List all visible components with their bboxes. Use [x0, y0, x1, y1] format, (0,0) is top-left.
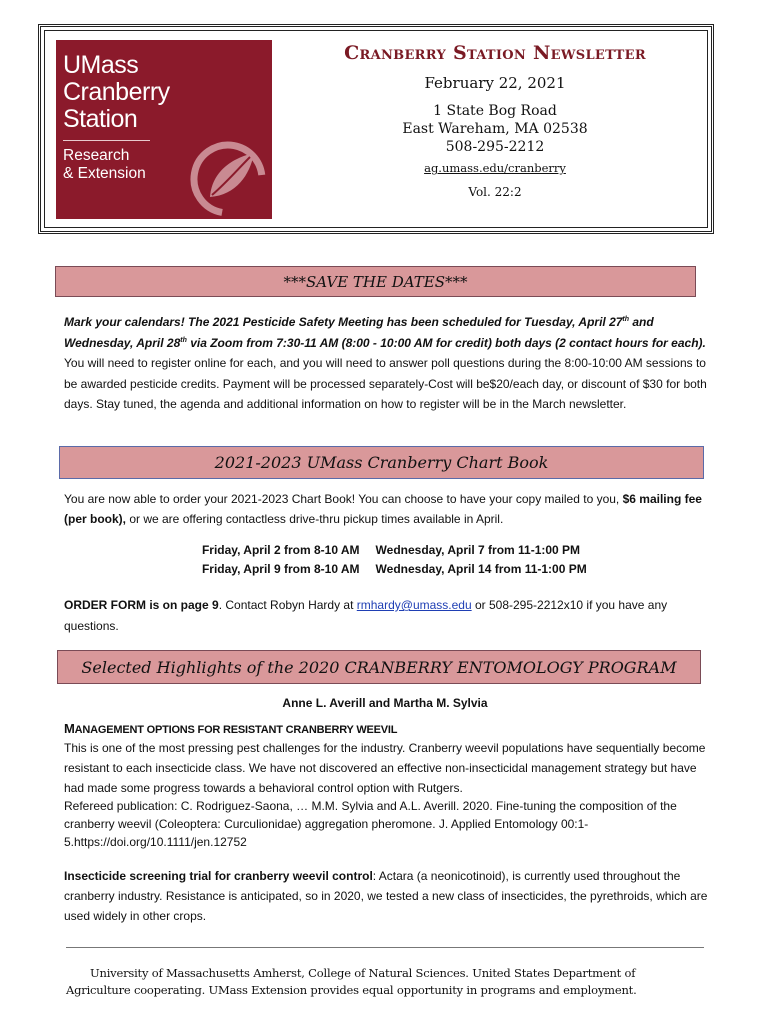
pickup-row: [150, 560, 630, 579]
newsletter-masthead: [300, 40, 690, 199]
meeting-announcement-3: via Zoom from 7:30-11 AM (8:00 - 10:00 AM for credit) both days (2 contact hours for each).: [186, 335, 706, 350]
volume-number: Vol. 22:2: [468, 185, 522, 199]
contact-text-2: or 508-295-2212x10 if you have any questions.: [64, 598, 668, 633]
cranberry-leaf-icon: [188, 139, 268, 219]
ordinal-suffix-1: th: [622, 316, 630, 323]
logo-line-2: Cranberry: [63, 78, 170, 106]
meeting-announcement-2: and Wednesday, April 28: [64, 315, 654, 350]
order-form-note: ORDER FORM is on page 9: [64, 598, 219, 612]
pickup-times: [150, 541, 630, 579]
screening-trial-paragraph: [64, 866, 714, 926]
pickup-time: Friday, April 9 from 8-10 AM: [201, 562, 360, 576]
mailing-fee: $6 mailing fee (per book),: [64, 492, 702, 526]
screening-trial-body: : Actara (a neonicotinoid), is currently used throughout the cranberry industry. Resistance is anticipated, so in 2020, we tested a new class of insecticides, the pyrethroids, which are used widely in other crops.: [64, 869, 708, 923]
meeting-announcement-1: Mark your calendars! The 2021 Pesticide Safety Meeting has been scheduled for Tuesday, April 27: [64, 315, 623, 329]
save-the-dates-paragraph: [64, 312, 714, 415]
pickup-time: Wednesday, April 7 from 11-1:00 PM: [375, 543, 581, 557]
pickup-row: [150, 541, 630, 560]
footer-text: University of Massachusetts Amherst, College of Natural Sciences. United States Department of Agriculture cooperating. UMass Extension provides equal opportunity in programs and employment.: [66, 966, 637, 997]
phone-number: 508-295-2212: [445, 139, 545, 155]
refereed-publication: Refereed publication: C. Rodriguez-Saona, … M.M. Sylvia and A.L. Averill. 2020. Fine-tuning the composition of the cranberry weevil (Coleoptera: Curculionidae) aggregation pheromone. J. Applied Entomology 00:1-5.https://doi.org/10.1111/jen.12752: [64, 799, 677, 849]
logo-divider: [63, 140, 150, 141]
chart-book-intro: [64, 489, 714, 529]
ordinal-suffix-2: th: [180, 336, 187, 344]
logo-sub-2: & Extension: [63, 165, 146, 182]
contact-text-1: . Contact Robyn Hardy at: [218, 598, 357, 612]
logo-sub-1: Research: [63, 147, 130, 164]
management-options-heading: [64, 721, 397, 736]
entomology-banner: Selected Highlights of the 2020 CRANBERRY ENTOMOLOGY PROGRAM: [57, 650, 701, 684]
logo-line-1: UMass: [63, 51, 139, 79]
pickup-time: Wednesday, April 14 from 11-1:00 PM: [375, 562, 587, 576]
order-form-paragraph: [64, 595, 714, 637]
screening-trial-title: Insecticide screening trial for cranberry weevil control: [64, 869, 373, 883]
address-line-2: East Wareham, MA 02538: [402, 121, 588, 137]
website-link[interactable]: ag.umass.edu/cranberry: [424, 161, 566, 175]
newsletter-date: February 22, 2021: [424, 74, 566, 92]
heading-initial: M: [64, 721, 75, 736]
address-block: [300, 102, 690, 156]
save-the-dates-banner: ***SAVE THE DATES***: [55, 266, 696, 297]
footer-divider: [66, 947, 704, 948]
authors-line: Anne L. Averill and Martha M. Sylvia: [282, 696, 488, 710]
email-link[interactable]: rmhardy@umass.edu: [356, 598, 472, 612]
umass-cranberry-station-logo: [56, 40, 272, 219]
pickup-time: Friday, April 2 from 8-10 AM: [201, 543, 360, 557]
newsletter-title: Cranberry Station Newsletter: [344, 42, 646, 64]
address-line-1: 1 State Bog Road: [433, 103, 557, 119]
heading-rest: ANAGEMENT OPTIONS FOR RESISTANT CRANBERRY WEEVIL: [74, 724, 398, 736]
management-paragraph: This is one of the most pressing pest challenges for the industry. Cranberry weevil populations have sequentially become resistant to each insecticide class. We have not discovered an effective non-insecticidal management strategy but have had made some progress towards a behavioral control option with Rutgers.: [64, 741, 706, 795]
chart-book-intro-1: You are now able to order your 2021-2023 Chart Book! You can choose to have your copy mailed to you,: [64, 492, 623, 506]
logo-line-3: Station: [63, 105, 138, 133]
meeting-details: You will need to register online for each, and you will need to answer poll questions during the 8:00-10:00 AM sessions to be awarded pesticide credits. Payment will be processed separately-Cost will be$20/each day, or discount of $30 for both days. Stay tuned, the agenda and additional information on how to register will be in the March newsletter.: [64, 356, 707, 411]
chart-book-intro-2: or we are offering contactless drive-thru pickup times available in April.: [126, 512, 504, 526]
chart-book-banner: 2021-2023 UMass Cranberry Chart Book: [59, 446, 704, 479]
